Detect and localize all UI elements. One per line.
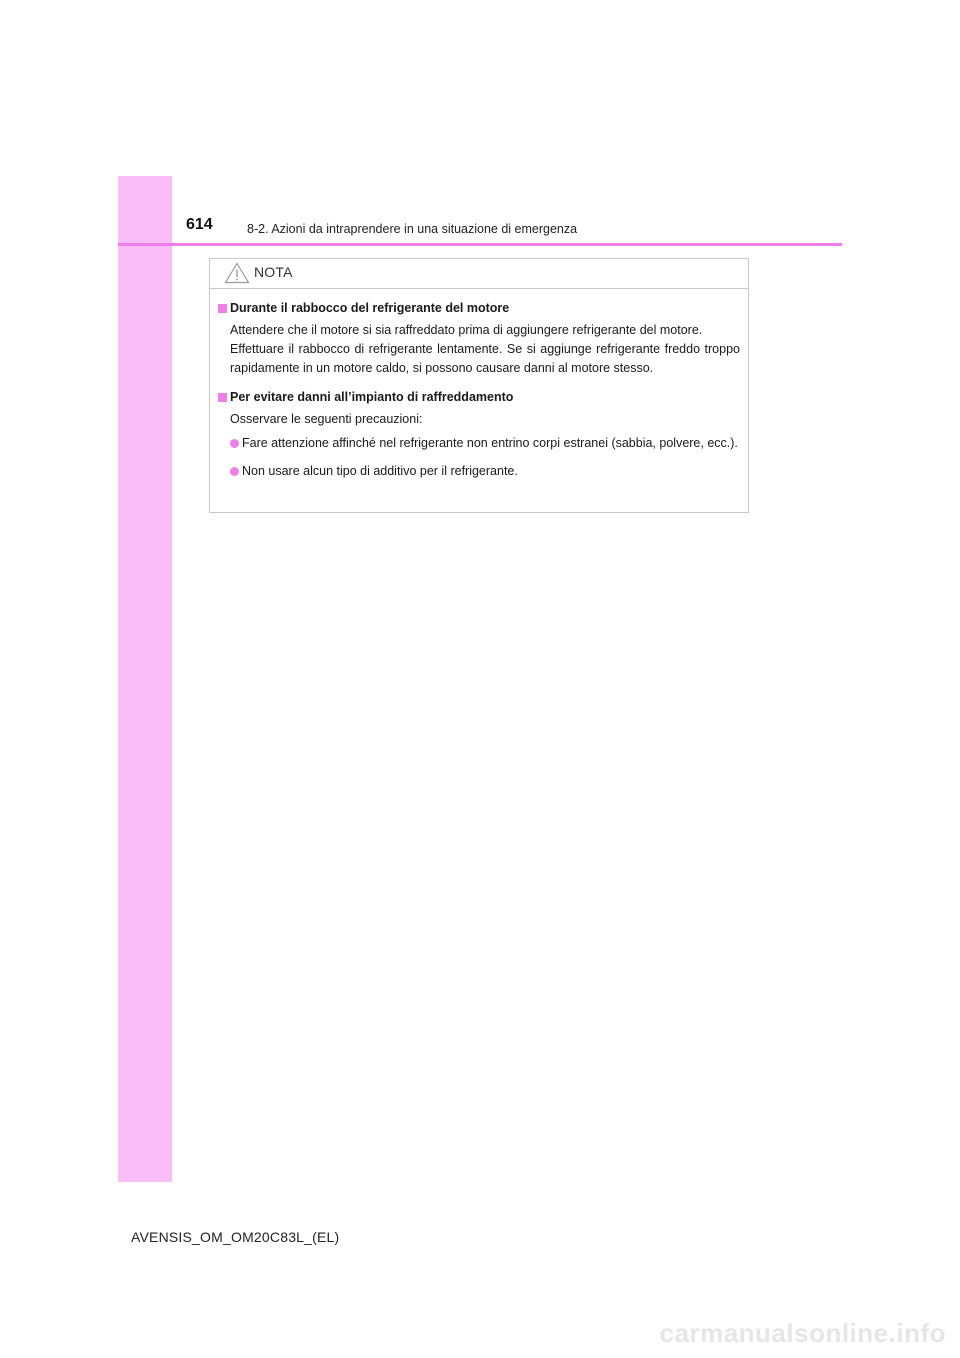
- page-number: 614: [186, 216, 213, 233]
- warning-triangle-icon: [224, 262, 250, 284]
- note-subhead: Per evitare danni all’impianto di raffreddamento: [218, 388, 740, 407]
- note-paragraph: Effettuare il rabbocco di refrigerante lentamente. Se si aggiunge refrigerante freddo troppo rapidamente in un motore caldo, si possono causare danni al motore stesso.: [230, 342, 740, 375]
- note-section-coolant-refill: [218, 299, 740, 378]
- square-bullet-icon: [218, 304, 227, 313]
- list-item: Non usare alcun tipo di additivo per il refrigerante.: [218, 462, 740, 481]
- note-section-cooling-system: [218, 388, 740, 481]
- note-label: NOTA: [254, 264, 293, 280]
- round-bullet-icon: [230, 439, 239, 448]
- note-box: [209, 258, 749, 513]
- note-body: [218, 299, 740, 485]
- round-bullet-icon: [230, 467, 239, 476]
- note-paragraph: Osservare le seguenti precauzioni:: [230, 412, 423, 426]
- square-bullet-icon: [218, 393, 227, 402]
- section-title: 8-2. Azioni da intraprendere in una situazione di emergenza: [247, 222, 578, 236]
- header-rule: [118, 243, 842, 246]
- document-code: AVENSIS_OM_OM20C83L_(EL): [131, 1229, 340, 1245]
- watermark: carmanualsonline.info: [659, 1318, 946, 1348]
- note-subhead: Durante il rabbocco del refrigerante del motore: [218, 299, 740, 318]
- list-item: Fare attenzione affinché nel refrigerante non entrino corpi estranei (sabbia, polvere, ecc.).: [218, 434, 740, 453]
- side-tab: [118, 176, 172, 1182]
- note-header: [210, 259, 748, 289]
- note-paragraph: Attendere che il motore si sia raffreddato prima di aggiungere refrigerante del motore.: [230, 323, 703, 337]
